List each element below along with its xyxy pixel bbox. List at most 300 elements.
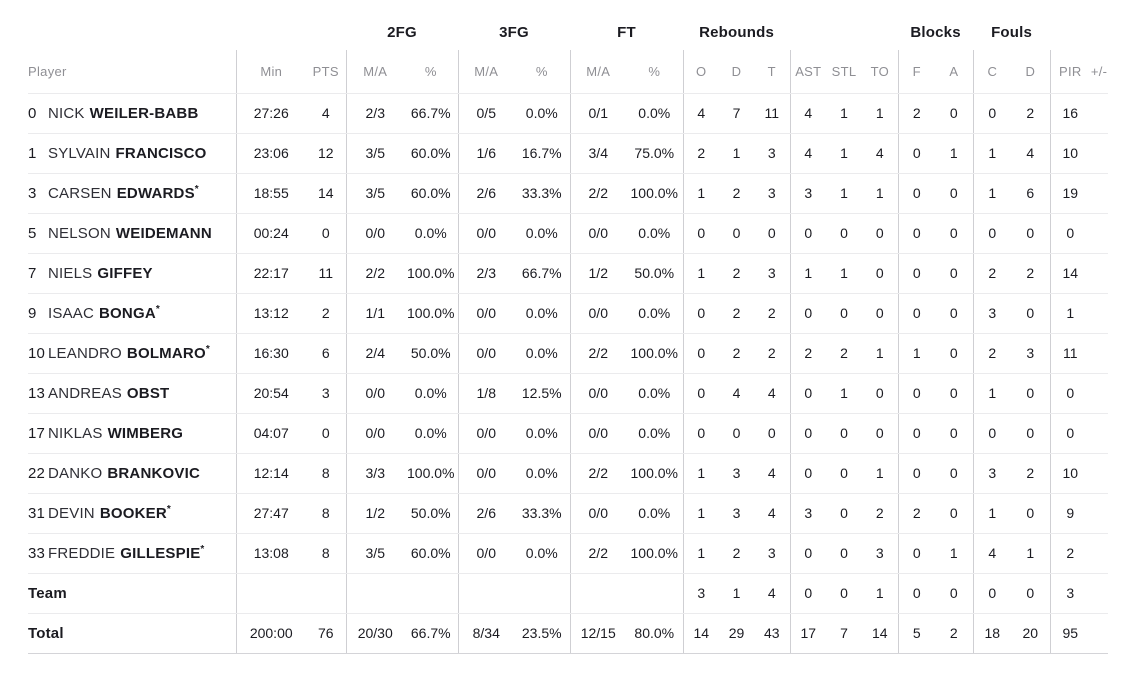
stat-blk-a: 2 — [935, 613, 973, 653]
stat-foul-d: 0 — [1011, 293, 1050, 333]
player-number: 1 — [28, 144, 37, 162]
stat-blk-a: 0 — [935, 213, 973, 253]
stat-to: 1 — [862, 333, 898, 373]
stat-3fg-ma: 1/8 — [458, 373, 514, 413]
stat-reb-o: 4 — [683, 93, 719, 133]
stat-foul-c: 1 — [973, 373, 1011, 413]
stat-3fg-pct: 66.7% — [514, 253, 570, 293]
stat-blk-f: 5 — [898, 613, 935, 653]
player-last-name: BONGA — [99, 304, 156, 322]
player-row — [28, 453, 1108, 493]
stat-ast: 0 — [790, 453, 826, 493]
stat-blk-a: 0 — [935, 293, 973, 333]
col-header-blk-a: A — [935, 50, 973, 93]
stat-pts: 12 — [306, 133, 346, 173]
stat-ast: 0 — [790, 293, 826, 333]
col-header-ft-ma: M/A — [570, 50, 626, 93]
summary-row — [28, 613, 1108, 653]
group-spacer-right — [1050, 14, 1108, 50]
stat-reb-d: 2 — [719, 533, 754, 573]
stat-pir: 0 — [1050, 413, 1090, 453]
group-blocks: Blocks — [910, 23, 961, 41]
stat-reb-d: 1 — [719, 573, 754, 613]
stat-foul-c: 0 — [973, 413, 1011, 453]
player-name-cell[interactable] — [28, 533, 236, 573]
player-first-name: DANKO — [48, 464, 103, 482]
player-name-cell[interactable] — [28, 293, 236, 333]
stat-3fg-pct: 0.0% — [514, 93, 570, 133]
stat-foul-c: 1 — [973, 133, 1011, 173]
col-header-3fg-ma: M/A — [458, 50, 514, 93]
stat-reb-t: 3 — [754, 173, 790, 213]
player-number: 5 — [28, 224, 37, 242]
stat-ast: 0 — [790, 573, 826, 613]
stat-stl: 0 — [826, 413, 862, 453]
stat-foul-c: 1 — [973, 493, 1011, 533]
stat-3fg-ma: 2/3 — [458, 253, 514, 293]
stat-foul-c: 3 — [973, 293, 1011, 333]
stat-ft-ma: 1/2 — [570, 253, 626, 293]
stat-blk-f: 0 — [898, 413, 935, 453]
player-row — [28, 413, 1108, 453]
stat-plus-minus — [1090, 253, 1108, 293]
stat-3fg-pct — [514, 573, 570, 613]
player-last-name: GIFFEY — [97, 264, 153, 282]
stat-stl: 1 — [826, 173, 862, 213]
player-row — [28, 213, 1108, 253]
stat-2fg-pct: 100.0% — [404, 453, 458, 493]
stat-blk-f: 0 — [898, 573, 935, 613]
stat-3fg-pct: 23.5% — [514, 613, 570, 653]
stat-2fg-pct: 100.0% — [404, 293, 458, 333]
stat-to: 14 — [862, 613, 898, 653]
col-header-reb-t: T — [754, 50, 790, 93]
stat-pts — [306, 573, 346, 613]
stat-ft-ma: 2/2 — [570, 453, 626, 493]
player-last-name: WEIDEMANN — [115, 224, 212, 242]
stat-ft-ma: 12/15 — [570, 613, 626, 653]
stat-foul-d: 3 — [1011, 333, 1050, 373]
stat-pir: 11 — [1050, 333, 1090, 373]
stat-foul-d: 4 — [1011, 133, 1050, 173]
player-first-name: SYLVAIN — [48, 144, 111, 162]
stat-2fg-ma: 0/0 — [346, 413, 404, 453]
stat-stl: 0 — [826, 493, 862, 533]
player-first-name: NIELS — [48, 264, 93, 282]
stat-reb-o: 1 — [683, 533, 719, 573]
group-rebounds: Rebounds — [699, 23, 774, 41]
stat-2fg-pct: 60.0% — [404, 173, 458, 213]
player-name-cell[interactable] — [28, 133, 236, 173]
stat-min: 23:06 — [236, 133, 306, 173]
stat-2fg-pct: 0.0% — [404, 213, 458, 253]
stat-foul-c: 4 — [973, 533, 1011, 573]
stat-pir: 16 — [1050, 93, 1090, 133]
stat-plus-minus — [1090, 533, 1108, 573]
stat-ft-ma — [570, 573, 626, 613]
col-header-foul-d: D — [1011, 50, 1050, 93]
summary-row — [28, 573, 1108, 613]
stat-3fg-pct: 12.5% — [514, 373, 570, 413]
stat-foul-d: 0 — [1011, 213, 1050, 253]
stat-pts: 76 — [306, 613, 346, 653]
player-row — [28, 533, 1108, 573]
stat-blk-a: 1 — [935, 533, 973, 573]
stat-pir: 9 — [1050, 493, 1090, 533]
stat-2fg-pct: 50.0% — [404, 493, 458, 533]
stat-to: 0 — [862, 253, 898, 293]
stat-2fg-ma: 0/0 — [346, 213, 404, 253]
player-last-name: Team — [28, 584, 67, 602]
stat-2fg-ma: 3/5 — [346, 533, 404, 573]
stat-reb-t: 11 — [754, 93, 790, 133]
stat-2fg-pct: 60.0% — [404, 133, 458, 173]
stat-ft-ma: 0/1 — [570, 93, 626, 133]
stat-ft-ma: 0/0 — [570, 293, 626, 333]
stat-ft-pct: 0.0% — [626, 293, 683, 333]
stat-reb-t: 2 — [754, 333, 790, 373]
player-first-name: CARSEN — [48, 184, 112, 202]
player-number: 10 — [28, 344, 46, 362]
player-name-cell[interactable] — [28, 453, 236, 493]
stat-blk-f: 0 — [898, 453, 935, 493]
stat-pir: 0 — [1050, 213, 1090, 253]
stat-2fg-ma: 1/2 — [346, 493, 404, 533]
stat-ft-pct — [626, 573, 683, 613]
stat-min: 20:54 — [236, 373, 306, 413]
starter-asterisk: * — [155, 303, 160, 315]
stat-pir: 14 — [1050, 253, 1090, 293]
col-header-min: Min — [236, 50, 306, 93]
stat-blk-f: 0 — [898, 293, 935, 333]
stat-3fg-pct: 0.0% — [514, 413, 570, 453]
group-fouls: Fouls — [991, 23, 1033, 41]
group-ft: FT — [617, 23, 636, 41]
player-first-name: LEANDRO — [48, 344, 122, 362]
col-header-2fg-pct: % — [404, 50, 458, 93]
stat-2fg-pct: 66.7% — [404, 613, 458, 653]
stat-plus-minus — [1090, 173, 1108, 213]
stat-3fg-ma: 0/0 — [458, 213, 514, 253]
stat-reb-d: 3 — [719, 453, 754, 493]
stat-ast: 2 — [790, 333, 826, 373]
stat-to: 1 — [862, 173, 898, 213]
stat-ft-pct: 0.0% — [626, 493, 683, 533]
stat-ft-pct: 80.0% — [626, 613, 683, 653]
stat-to: 0 — [862, 213, 898, 253]
stat-2fg-pct: 0.0% — [404, 373, 458, 413]
stat-min: 16:30 — [236, 333, 306, 373]
stat-plus-minus — [1090, 333, 1108, 373]
stat-reb-t: 0 — [754, 413, 790, 453]
player-number: 22 — [28, 464, 46, 482]
stat-2fg-pct: 0.0% — [404, 413, 458, 453]
stat-reb-t: 2 — [754, 293, 790, 333]
stat-pts: 0 — [306, 213, 346, 253]
stat-foul-d: 0 — [1011, 493, 1050, 533]
player-last-name: BOLMARO — [126, 344, 206, 362]
col-header-reb-d: D — [719, 50, 754, 93]
stat-pir: 19 — [1050, 173, 1090, 213]
stat-blk-a: 0 — [935, 253, 973, 293]
stat-2fg-pct: 100.0% — [404, 253, 458, 293]
stat-3fg-ma: 0/0 — [458, 533, 514, 573]
player-name-cell[interactable] — [28, 253, 236, 293]
stat-blk-f: 0 — [898, 173, 935, 213]
player-last-name: GILLESPIE — [120, 544, 201, 562]
stat-pts: 8 — [306, 493, 346, 533]
stat-to: 0 — [862, 293, 898, 333]
stat-pts: 0 — [306, 413, 346, 453]
stat-plus-minus — [1090, 573, 1108, 613]
group-2fg: 2FG — [387, 23, 417, 41]
player-number: 31 — [28, 504, 46, 522]
stat-foul-c: 2 — [973, 333, 1011, 373]
player-row — [28, 493, 1108, 533]
stat-2fg-ma: 3/3 — [346, 453, 404, 493]
starter-asterisk: * — [166, 503, 171, 515]
col-header-plus-minus: +/- — [1090, 50, 1108, 93]
stat-pts: 2 — [306, 293, 346, 333]
stat-min: 00:24 — [236, 213, 306, 253]
stat-reb-d: 4 — [719, 373, 754, 413]
col-header-foul-c: C — [973, 50, 1011, 93]
stat-blk-a: 0 — [935, 413, 973, 453]
stat-min: 13:08 — [236, 533, 306, 573]
player-name-cell[interactable] — [28, 373, 236, 413]
stat-ft-pct: 100.0% — [626, 173, 683, 213]
stat-plus-minus — [1090, 613, 1108, 653]
stat-min: 27:26 — [236, 93, 306, 133]
stat-reb-d: 3 — [719, 493, 754, 533]
stat-plus-minus — [1090, 453, 1108, 493]
stat-blk-f: 1 — [898, 333, 935, 373]
player-name-cell[interactable] — [28, 493, 236, 533]
stat-blk-a: 0 — [935, 373, 973, 413]
stat-reb-t: 3 — [754, 133, 790, 173]
stat-to: 3 — [862, 533, 898, 573]
stat-3fg-ma: 0/0 — [458, 413, 514, 453]
stat-ast: 17 — [790, 613, 826, 653]
stat-ft-ma: 0/0 — [570, 413, 626, 453]
stat-reb-d: 0 — [719, 413, 754, 453]
stat-3fg-pct: 0.0% — [514, 453, 570, 493]
stat-pts: 6 — [306, 333, 346, 373]
stat-plus-minus — [1090, 93, 1108, 133]
stat-ft-pct: 0.0% — [626, 213, 683, 253]
stat-ft-ma: 0/0 — [570, 373, 626, 413]
stat-3fg-ma: 0/5 — [458, 93, 514, 133]
stat-blk-f: 2 — [898, 93, 935, 133]
stat-to: 4 — [862, 133, 898, 173]
stat-reb-d: 2 — [719, 253, 754, 293]
stat-2fg-pct: 50.0% — [404, 333, 458, 373]
player-last-name: EDWARDS — [116, 184, 195, 202]
stat-reb-o: 3 — [683, 573, 719, 613]
player-name-cell[interactable] — [28, 213, 236, 253]
player-name-cell — [28, 573, 236, 613]
stat-3fg-ma: 0/0 — [458, 453, 514, 493]
stat-2fg-pct: 60.0% — [404, 533, 458, 573]
stat-2fg-ma: 20/30 — [346, 613, 404, 653]
player-last-name: WIMBERG — [107, 424, 184, 442]
stat-foul-c: 1 — [973, 173, 1011, 213]
player-first-name: NELSON — [48, 224, 111, 242]
stat-pir: 10 — [1050, 133, 1090, 173]
stat-foul-c: 18 — [973, 613, 1011, 653]
stat-reb-t: 4 — [754, 493, 790, 533]
starter-asterisk: * — [200, 543, 205, 555]
stat-blk-a: 0 — [935, 573, 973, 613]
stat-ast: 4 — [790, 93, 826, 133]
stat-blk-a: 0 — [935, 93, 973, 133]
col-header-ft-pct: % — [626, 50, 683, 93]
stat-pts: 8 — [306, 533, 346, 573]
stat-reb-o: 1 — [683, 253, 719, 293]
stat-ast: 0 — [790, 213, 826, 253]
stat-blk-a: 0 — [935, 493, 973, 533]
stat-3fg-ma: 0/0 — [458, 333, 514, 373]
stat-blk-f: 0 — [898, 373, 935, 413]
starter-asterisk: * — [205, 343, 210, 355]
stat-ft-ma: 2/2 — [570, 333, 626, 373]
col-header-stl: STL — [826, 50, 862, 93]
stat-3fg-ma: 0/0 — [458, 293, 514, 333]
stat-ft-ma: 0/0 — [570, 493, 626, 533]
stat-3fg-ma: 8/34 — [458, 613, 514, 653]
stat-pts: 3 — [306, 373, 346, 413]
stat-2fg-ma: 2/2 — [346, 253, 404, 293]
stat-ft-pct: 75.0% — [626, 133, 683, 173]
stat-ast: 0 — [790, 533, 826, 573]
stat-plus-minus — [1090, 213, 1108, 253]
stat-foul-d: 0 — [1011, 373, 1050, 413]
stat-stl: 1 — [826, 253, 862, 293]
player-name-cell[interactable] — [28, 333, 236, 373]
column-header-row — [28, 50, 1108, 93]
stat-2fg-ma: 2/3 — [346, 93, 404, 133]
stat-plus-minus — [1090, 293, 1108, 333]
starter-asterisk: * — [194, 183, 199, 195]
stat-3fg-pct: 0.0% — [514, 213, 570, 253]
stat-reb-o: 0 — [683, 373, 719, 413]
stat-pts: 14 — [306, 173, 346, 213]
player-name-cell[interactable] — [28, 173, 236, 213]
stat-2fg-ma: 1/1 — [346, 293, 404, 333]
stat-blk-f: 0 — [898, 133, 935, 173]
player-number: 3 — [28, 184, 37, 202]
player-row — [28, 333, 1108, 373]
stat-stl: 1 — [826, 133, 862, 173]
stat-reb-o: 14 — [683, 613, 719, 653]
stat-ft-pct: 100.0% — [626, 333, 683, 373]
stat-pir: 1 — [1050, 293, 1090, 333]
stat-pir: 2 — [1050, 533, 1090, 573]
stat-foul-d: 6 — [1011, 173, 1050, 213]
player-row — [28, 133, 1108, 173]
player-first-name: NICK — [48, 104, 85, 122]
stat-foul-d: 1 — [1011, 533, 1050, 573]
stat-reb-d: 2 — [719, 293, 754, 333]
stat-reb-o: 0 — [683, 213, 719, 253]
stat-reb-d: 1 — [719, 133, 754, 173]
stat-reb-d: 29 — [719, 613, 754, 653]
stat-blk-a: 0 — [935, 173, 973, 213]
player-number: 7 — [28, 264, 37, 282]
col-header-player: Player — [28, 50, 236, 93]
stat-min: 12:14 — [236, 453, 306, 493]
stat-3fg-pct: 16.7% — [514, 133, 570, 173]
stat-ft-pct: 0.0% — [626, 413, 683, 453]
stat-ft-ma: 0/0 — [570, 213, 626, 253]
player-first-name: DEVIN — [48, 504, 95, 522]
stat-stl: 0 — [826, 453, 862, 493]
col-header-ast: AST — [790, 50, 826, 93]
player-name-cell[interactable] — [28, 413, 236, 453]
player-number: 0 — [28, 104, 37, 122]
stat-min: 22:17 — [236, 253, 306, 293]
stat-plus-minus — [1090, 373, 1108, 413]
stat-pts: 8 — [306, 453, 346, 493]
player-last-name: Total — [28, 624, 64, 642]
stat-blk-f: 0 — [898, 213, 935, 253]
stat-min: 200:00 — [236, 613, 306, 653]
stat-reb-d: 7 — [719, 93, 754, 133]
stat-3fg-pct: 0.0% — [514, 333, 570, 373]
stat-2fg-ma: 3/5 — [346, 173, 404, 213]
stat-min: 13:12 — [236, 293, 306, 333]
player-number: 33 — [28, 544, 46, 562]
stat-reb-t: 43 — [754, 613, 790, 653]
stat-foul-d: 0 — [1011, 573, 1050, 613]
stat-reb-t: 4 — [754, 573, 790, 613]
stat-reb-d: 2 — [719, 333, 754, 373]
col-header-2fg-ma: M/A — [346, 50, 404, 93]
col-header-blk-f: F — [898, 50, 935, 93]
stat-pir: 0 — [1050, 373, 1090, 413]
col-header-reb-o: O — [683, 50, 719, 93]
stat-2fg-ma: 0/0 — [346, 373, 404, 413]
stat-3fg-pct: 0.0% — [514, 293, 570, 333]
stat-min — [236, 573, 306, 613]
stat-stl: 1 — [826, 373, 862, 413]
col-header-3fg-pct: % — [514, 50, 570, 93]
stat-plus-minus — [1090, 133, 1108, 173]
stat-reb-t: 0 — [754, 213, 790, 253]
stat-pts: 4 — [306, 93, 346, 133]
col-header-pts: PTS — [306, 50, 346, 93]
stat-stl: 2 — [826, 333, 862, 373]
stat-foul-c: 2 — [973, 253, 1011, 293]
stat-stl: 0 — [826, 293, 862, 333]
stat-ast: 0 — [790, 373, 826, 413]
player-number: 13 — [28, 384, 46, 402]
stat-foul-c: 3 — [973, 453, 1011, 493]
player-last-name: FRANCISCO — [115, 144, 207, 162]
player-first-name: ISAAC — [48, 304, 95, 322]
player-row — [28, 173, 1108, 213]
group-spacer-middle — [790, 14, 898, 50]
player-name-cell[interactable] — [28, 93, 236, 133]
stat-stl: 7 — [826, 613, 862, 653]
stat-pts: 11 — [306, 253, 346, 293]
stat-reb-o: 2 — [683, 133, 719, 173]
player-last-name: OBST — [126, 384, 170, 402]
stat-blk-f: 0 — [898, 533, 935, 573]
stat-ft-pct: 100.0% — [626, 533, 683, 573]
group-3fg: 3FG — [499, 23, 529, 41]
stat-foul-d: 2 — [1011, 93, 1050, 133]
